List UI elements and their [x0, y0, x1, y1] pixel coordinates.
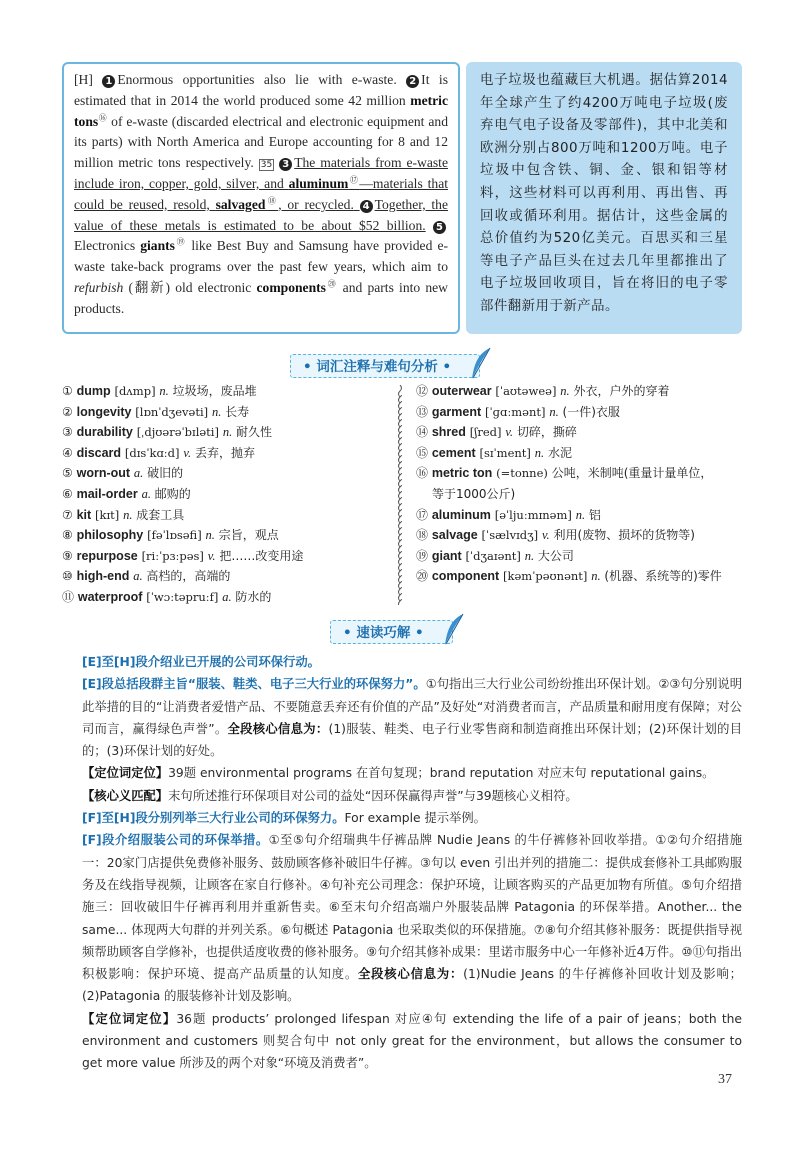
quill-icon — [469, 347, 493, 381]
vocab-pos: n. — [524, 548, 535, 563]
vocab-num: ⑤ — [62, 466, 73, 481]
vocab-word: kit — [76, 507, 92, 522]
sentence-5c: like Best Buy and Samsung have provided e-waste take-back programs over the past few years, which aim to — [74, 238, 449, 275]
sentence-3c: —materials that could be reused, resold, — [74, 175, 449, 212]
sentence-number: 1 — [102, 75, 115, 88]
vocab-word: dump — [76, 384, 111, 398]
vocab-item — [416, 525, 722, 546]
vocab-meaning: 等于1000公斤) — [432, 486, 516, 501]
vocab-pos: n. — [123, 507, 133, 522]
vocab-item — [416, 402, 722, 423]
vocab-phonetic: [dɪsˈkɑːd] — [124, 445, 180, 460]
sentence-5e: (翻新) old electronic — [123, 279, 257, 295]
analysis-text: (1)服装、鞋类、电子行业零售商和制造商推出环保计划；(2)环保计划的目的；(3)环保计划的好处。 — [82, 721, 742, 759]
vocab-meaning: 利用(废物、损坏的货物等) — [553, 528, 695, 543]
sentence-3e: , or recycled. — [278, 196, 354, 212]
paragraph-label: [H] — [74, 72, 93, 87]
vocab-phonetic: [kɪt] — [95, 507, 120, 522]
vocab-meaning: (一件)衣服 — [562, 404, 620, 419]
vocab-meaning: 水泥 — [547, 445, 572, 460]
vocab-word: worn-out — [76, 466, 131, 481]
question-marker: 35 — [260, 160, 273, 171]
vocab-pos: n. — [205, 528, 215, 543]
analysis-text: 39题 environmental programs 在首句复现；brand reputation 对应末句 reputational gains。 — [168, 766, 715, 781]
vocab-word: discard — [76, 445, 122, 460]
vocab-meaning: 成套工具 — [136, 507, 185, 522]
vocab-num: ② — [62, 404, 73, 419]
vocab-item — [62, 463, 303, 484]
vocab-num: ① — [62, 384, 73, 398]
analysis-text: 36题 products’ prolonged lifespan 对应④句 extending the life of a pair of jeans；both the environment and customers 则契合句中 not only great for the environment，but allows the consumer to get more value 所涉及的两个对象“环境及消费者”。 — [82, 1011, 742, 1071]
vocab-word: durability — [76, 425, 133, 440]
analysis-text: ①至⑤句介绍瑞典牛仔裤品牌 Nudie Jeans 的牛仔裤修补回收举措。①②句介绍措施一：20家门店提供免费修补服务、鼓励顾客修补破旧牛仔裤。③句以 even 引出并列的措施二：提供成套修补工具邮购服务及在线指导视频，让顾客在家自行修补。④句补充公司理念：保护环境，让顾客购买的产品更加物有所值。⑤句介绍措施三：回收破旧牛仔裤再利用并重新售卖。⑥至末句介绍高端户外服装品牌 Patagonia 的环保举措。Another... the same... 体现两大句群的并列关系。⑥句概述 Patagonia 也采取类似的环保措施。⑦⑧句介绍其修补服务：既提供指导视频帮助顾客自学修补，也提供适度收费的修补服务。⑨句介绍其修补成果：里诺市服务中心一年修补近4万件。⑩⑪句指出积极影响：保护环境、提高产品质量的认知度。 — [82, 833, 742, 982]
vocab-pos: v. — [541, 528, 550, 543]
vocab-num: ⑪ — [62, 589, 75, 604]
passage-box — [62, 62, 460, 334]
vocab-phonetic: [ˌdjʊərəˈbɪləti] — [136, 425, 219, 440]
vocab-pos: n. — [211, 404, 222, 419]
analysis-heading: [F]段介绍服装公司的环保举措。 — [82, 833, 269, 848]
sentence-number: 5 — [433, 221, 446, 234]
vocab-word: longevity — [76, 404, 132, 419]
analysis-text: 末句所述推行环保项目对公司的益处“因环保赢得声誉”与39题核心义相符。 — [168, 788, 578, 803]
vocab-phonetic: [ʃred] — [469, 425, 502, 440]
vocab-item — [416, 422, 722, 443]
vocab-word: cement — [431, 445, 476, 460]
locator-label: 【定位词定位】 — [82, 1011, 177, 1026]
vocab-phonetic: [əˈljuːmɪnəm] — [494, 507, 572, 522]
vocab-meaning: 切碎，撕碎 — [516, 425, 577, 440]
translation-box: 电子垃圾也蕴藏巨大机遇。据估算2014年全球产生了约4200万吨电子垃圾(废弃电气电子设备及零部件)，其中北美和欧洲分别占800万吨和1200万吨。电子垃圾中包含铁、铜、金、银和铝等材料，这些材料可以再利用、再出售、再回收或循环利用。据估计，这些金属的总价值约为520亿美元。百思买和三星等电子产品巨头在过去几年里都推出了电子垃圾回收项目，旨在将旧的电子零部件翻新用于新产品。 — [466, 62, 742, 334]
analysis-section — [62, 651, 742, 1075]
vocab-meaning: 外衣，户外的穿着 — [573, 384, 670, 398]
vocab-meaning: 丢弃，抛弃 — [194, 445, 255, 460]
vocab-num: ⑱ — [416, 528, 429, 543]
vocab-num: ⑧ — [62, 528, 73, 543]
vocab-pos: a. — [133, 466, 144, 481]
vocab-pos: n. — [575, 507, 586, 522]
analysis-text: ①句指出三大行业公司纷纷推出环保计划。②③句分别说明此举措的目的“让消费者爱惜产品、不要随意丢弃还有价值的产品”及好处“对消费者而言，产品质量和耐用度有保障；对公司而言，赢得绿色声誉”。 — [82, 677, 742, 736]
vocab-num: ⑩ — [62, 569, 73, 584]
vocab-phonetic: [fəˈlɒsəfi] — [147, 528, 202, 543]
vocab-phonetic: [dʌmp] — [114, 384, 156, 398]
vocab-num: ⑲ — [416, 548, 429, 563]
sentence-2a: It is estimated that in 2014 the world produced some 42 million — [74, 72, 448, 108]
vocab-term: components — [256, 279, 326, 295]
quill-icon — [442, 613, 466, 647]
vocab-word: waterproof — [77, 589, 143, 604]
vocab-item — [416, 546, 722, 567]
vocab-item — [62, 546, 303, 567]
vocab-meaning: 宗旨，观点 — [218, 528, 279, 543]
vocab-meaning: 公吨，米制吨(重量计量单位， — [551, 466, 713, 481]
analysis-heading: [E]段总括段群主旨“服装、鞋类、电子三大行业的环保努力”。 — [82, 677, 426, 692]
vocab-phonetic: [ˈsælvɪdʒ] — [481, 528, 539, 543]
vocab-meaning: 垃圾场，废品堆 — [172, 384, 257, 398]
sentence-number: 3 — [279, 158, 292, 171]
core-label: 全段核心信息为： — [227, 721, 329, 736]
vocab-meaning: (机器、系统等的)零件 — [604, 569, 722, 584]
vocab-pos: n. — [591, 569, 601, 584]
vocab-word: outerwear — [431, 384, 492, 398]
vocab-ref: ⑲ — [174, 237, 187, 247]
sentence-number: 4 — [360, 200, 373, 213]
vocab-meaning: 高档的，高端的 — [146, 569, 231, 584]
reading-title-text: 速读巧解 — [356, 625, 411, 641]
vocab-meaning: 大公司 — [537, 548, 574, 563]
sentence-number: 2 — [406, 75, 419, 88]
vocab-item — [416, 443, 722, 464]
vocab-num: ⑭ — [416, 425, 429, 440]
vocab-phonetic: (=tonne) — [496, 466, 548, 481]
vocab-item — [62, 402, 303, 423]
vocab-word: high-end — [76, 569, 130, 584]
vocab-item — [416, 484, 722, 505]
vocab-num: ⑦ — [62, 507, 73, 522]
vocab-ref: ⑳ — [325, 279, 338, 289]
vocab-phonetic: [ˈdʒaɪənt] — [465, 548, 521, 563]
vocab-item — [62, 566, 303, 587]
vocab-pos: a. — [222, 589, 232, 604]
sentence-5g: and parts into new products. — [74, 279, 448, 316]
italic-term: refurbish — [74, 279, 124, 295]
locator-label: 【定位词定位】 — [82, 766, 169, 781]
vocab-pos: n. — [549, 404, 559, 419]
analysis-heading: [F]至[H]段分别列举三大行业公司的环保努力。 — [82, 811, 345, 826]
vocab-item — [416, 381, 722, 402]
vocab-num: ⑳ — [416, 569, 429, 584]
vocab-num: ⑯ — [416, 466, 429, 481]
vocab-num: ③ — [62, 425, 73, 440]
vocab-ref: ⑯ — [98, 113, 108, 123]
vocab-section-title: • 词汇注释与难句分析 • — [290, 354, 480, 378]
vocab-item — [62, 484, 303, 505]
vocab-word: garment — [431, 404, 482, 419]
page-number: 37 — [718, 1072, 732, 1087]
vocab-num: ⑨ — [62, 548, 73, 563]
vocab-item — [416, 463, 722, 484]
vocab-phonetic: [kəmˈpəʊnənt] — [503, 569, 588, 584]
vocab-num: ⑬ — [416, 404, 429, 419]
sentence-4: Together, the value of these metals is estimated to be about $52 billion. — [74, 196, 448, 233]
vocab-phonetic: [riːˈpɜːpəs] — [141, 548, 204, 563]
vocab-item — [62, 525, 303, 546]
reading-section-title: • 速读巧解 • — [330, 620, 453, 644]
vocab-word: repurpose — [76, 548, 138, 563]
vocab-meaning: 邮购的 — [154, 486, 191, 501]
vocab-meaning: 铝 — [588, 507, 601, 522]
vocab-meaning: 耐久性 — [236, 425, 273, 440]
core-label: 全段核心信息为： — [358, 967, 464, 982]
vocab-list-right — [416, 381, 722, 587]
vocab-pos: v. — [207, 548, 216, 563]
vocab-word: giant — [431, 548, 462, 563]
vocab-item — [62, 422, 303, 443]
vocab-item — [416, 566, 722, 587]
vocab-item — [62, 587, 303, 608]
sentence-3a: The materials from e-waste include iron, copper, gold, silver, and — [74, 155, 448, 191]
vocab-pos: n. — [222, 425, 233, 440]
vocab-num: ⑥ — [62, 486, 73, 501]
vocab-meaning: 破旧的 — [147, 466, 184, 481]
vocab-term: salvaged — [215, 196, 266, 212]
sentence-5a: Electronics — [74, 238, 141, 254]
vocab-word: metric ton — [431, 466, 493, 481]
vocab-num: ⑰ — [416, 507, 429, 522]
vocab-item — [62, 505, 303, 526]
vocab-pos: v. — [505, 425, 514, 440]
vocab-word: mail-order — [76, 486, 138, 501]
vocab-meaning: 长寿 — [225, 404, 250, 419]
vocab-word: salvage — [431, 528, 478, 543]
vocab-item — [62, 443, 303, 464]
vocab-pos: n. — [560, 384, 570, 398]
vocab-num: ⑮ — [416, 445, 429, 460]
vocab-meaning: 把……改变用途 — [219, 548, 304, 563]
sentence-1: Enormous opportunities also lie with e-waste. — [117, 72, 397, 87]
vocab-word: philosophy — [76, 528, 144, 543]
vocab-pos: n. — [159, 384, 169, 398]
vocab-pos: a. — [141, 486, 151, 501]
analysis-text: (1)Nudie Jeans 的牛仔裤修补回收计划及影响；(2)Patagonia 的服装修补计划及影响。 — [82, 967, 742, 1004]
vocab-item — [416, 505, 722, 526]
vocab-word: component — [431, 569, 500, 584]
analysis-heading: [E]至[H]段介绍业已开展的公司环保行动。 — [82, 655, 320, 669]
vocab-phonetic: [ˈaʊtəweə] — [495, 384, 557, 398]
vocab-item — [62, 381, 303, 402]
divider-squiggle — [396, 385, 404, 605]
sentence-2c: of e-waste (discarded electrical and electronic equipment and its parts) with North America and Europe accounting for 8 and 12 million metric tons respectively. — [74, 113, 448, 171]
vocab-pos: n. — [534, 445, 545, 460]
vocab-pos: v. — [183, 445, 192, 460]
vocab-num: ⑫ — [416, 384, 429, 398]
vocab-phonetic: [ˈwɔːtəpruːf] — [146, 589, 219, 604]
analysis-text: For example 提示举例。 — [344, 811, 486, 826]
vocab-term: aluminum — [288, 175, 349, 191]
vocab-phonetic: [ˈɡɑːmənt] — [485, 404, 546, 419]
vocab-ref: ⑱ — [265, 196, 279, 206]
vocab-word: shred — [431, 425, 466, 440]
vocab-term: giants — [140, 238, 175, 254]
vocab-phonetic: [sɪˈment] — [479, 445, 531, 460]
vocab-ref: ⑰ — [348, 175, 360, 185]
vocab-list-left — [62, 381, 303, 608]
vocab-meaning: 防水的 — [235, 589, 272, 604]
vocab-num: ④ — [62, 445, 73, 460]
vocab-title-text: 词汇注释与难句分析 — [316, 359, 438, 375]
match-label: 【核心义匹配】 — [82, 788, 169, 803]
vocab-term: metric tons — [74, 92, 448, 129]
vocab-phonetic: [lɒnˈdʒevəti] — [135, 404, 209, 419]
vocab-word: aluminum — [431, 507, 491, 522]
vocab-pos: a. — [133, 569, 143, 584]
